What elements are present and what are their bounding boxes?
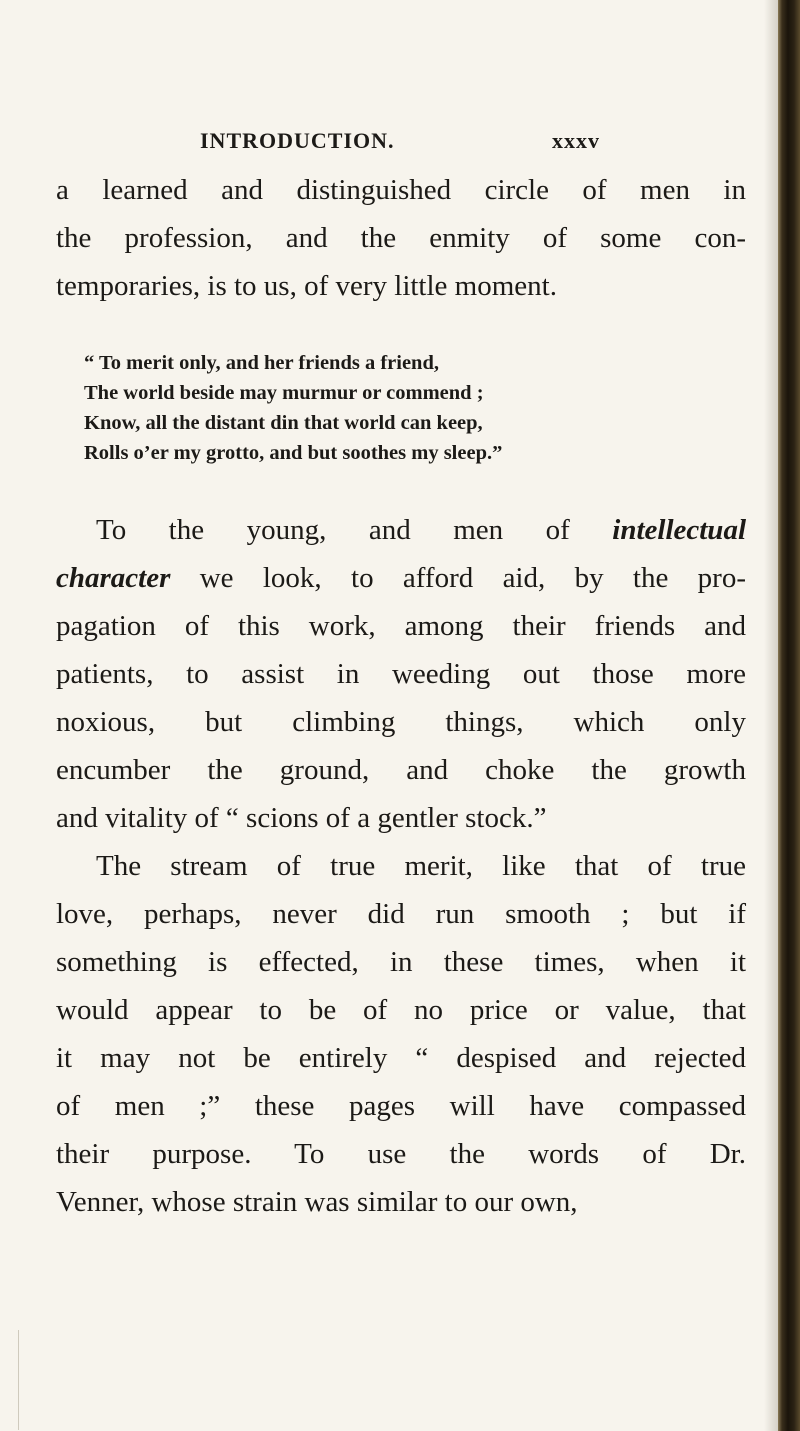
verse-line: “ To merit only, and her friends a friend, — [84, 352, 439, 374]
text-line: noxious, but climbing things, which only — [56, 706, 746, 738]
text-line — [56, 506, 746, 554]
page-edge-mark — [18, 1330, 19, 1430]
text-line: temporaries, is to us, of very little moment. — [56, 270, 557, 302]
binding-shadow — [764, 0, 778, 1431]
text-line: Venner, whose strain was similar to our own, — [56, 1186, 578, 1218]
text-run: To the young, and men of — [96, 514, 613, 546]
text-line: would appear to be of no price or value, that — [56, 994, 746, 1026]
text-line: of men ;” these pages will have compassed — [56, 1090, 746, 1122]
text-line: patients, to assist in weeding out those more — [56, 658, 746, 690]
text-line: it may not be entirely “ despised and rejected — [56, 1042, 746, 1074]
text-line: something is effected, in these times, when it — [56, 946, 746, 978]
italic-text: character — [56, 562, 171, 594]
text-line: the profession, and the enmity of some con- — [56, 222, 746, 254]
text-line — [56, 554, 746, 602]
text-run: we look, to afford aid, by the pro- — [170, 562, 746, 594]
text-line: pagation of this work, among their friends and — [56, 610, 746, 642]
text-line: their purpose. To use the words of Dr. — [56, 1138, 746, 1170]
text-line: encumber the ground, and choke the growth — [56, 754, 746, 786]
verse-line: Rolls o’er my grotto, and but soothes my sleep.” — [84, 442, 503, 464]
page-binding-edge — [778, 0, 800, 1431]
paragraph-1 — [56, 166, 746, 310]
verse-quotation — [84, 348, 604, 468]
running-head — [200, 128, 600, 158]
verse-line: The world beside may murmur or commend ; — [84, 382, 484, 404]
text-line: and vitality of “ scions of a gentler stock.” — [56, 802, 547, 834]
page-number: xxxv — [552, 128, 600, 153]
paragraph-2 — [56, 506, 746, 1226]
italic-text: intellectual — [612, 514, 746, 546]
text-line: love, perhaps, never did run smooth ; but if — [56, 898, 746, 930]
verse-line: Know, all the distant din that world can keep, — [84, 412, 483, 434]
text-line: a learned and distinguished circle of men in — [56, 174, 746, 206]
running-head-title: INTRODUCTION. — [200, 128, 395, 153]
text-line: The stream of true merit, like that of true — [96, 850, 746, 882]
